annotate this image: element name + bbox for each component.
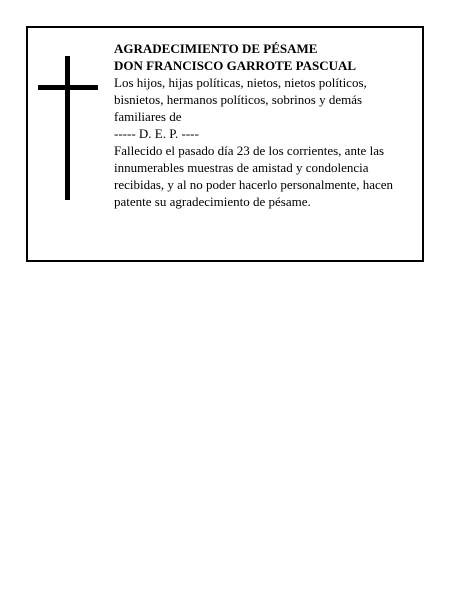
obituary-notice (26, 26, 424, 262)
notice-text (114, 40, 414, 210)
message-text: Fallecido el pasado día 23 de los corrientes, ante las innumerables muestras de amistad y condolencia recibidas, y al no poder hacerlo personalmente, hacen patente su agradecimiento de pésame. (114, 143, 394, 209)
cross-horizontal-bar (38, 85, 98, 90)
cross-icon (38, 56, 98, 200)
rip-text: ----- D. E. P. ---- (114, 126, 199, 141)
cross-vertical-bar (65, 56, 70, 200)
family-text: Los hijos, hijas políticas, nietos, nietos políticos, bisnietos, hermanos políticos, sobrinos y demás familiares de (114, 75, 367, 124)
deceased-name: DON FRANCISCO GARROTE PASCUAL (114, 58, 357, 73)
notice-title: AGRADECIMIENTO DE PÉSAME (114, 41, 318, 56)
